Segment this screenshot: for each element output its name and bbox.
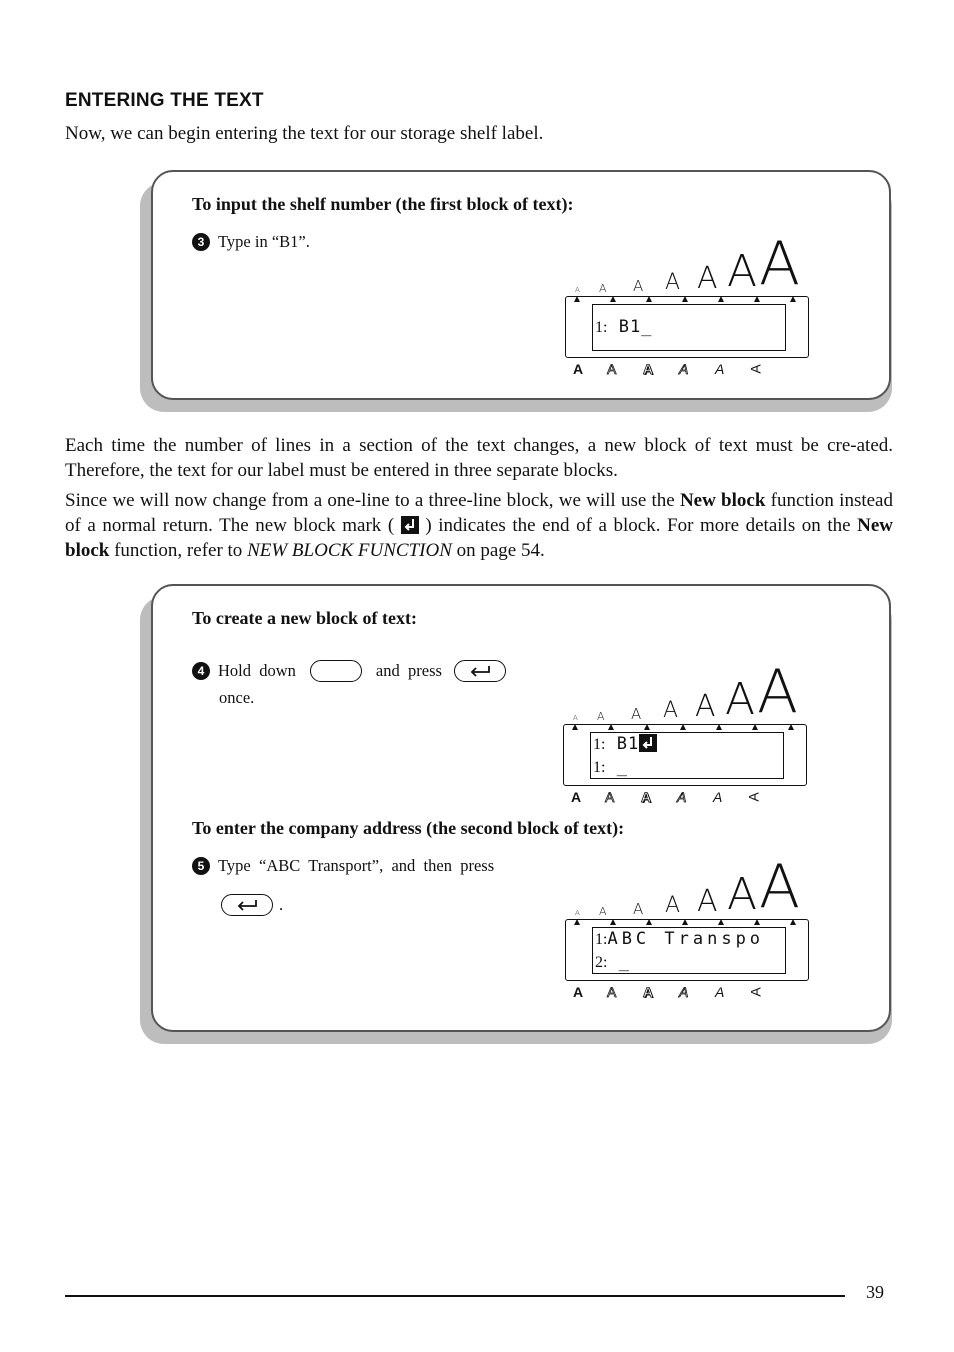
lcd-line-1: 1: B1_: [595, 317, 653, 337]
indicator-arrow-icon: [754, 919, 760, 925]
lcd-frame: [565, 919, 809, 981]
step5-text-a: Type “ABC Transport”, and then press: [218, 856, 495, 875]
step-text: Type in “B1”.: [218, 232, 310, 251]
style-indicator-glyph: A: [679, 984, 689, 1000]
lcd-display-3: [563, 852, 813, 1000]
indicator-arrow-icon: [574, 296, 580, 302]
intro-text: Now, we can begin entering the text for our storage shelf label.: [65, 123, 544, 144]
indicator-arrow-icon: [608, 724, 614, 730]
size-indicator-glyph: A: [599, 282, 607, 295]
lcd-line-2: 2: _: [595, 952, 630, 972]
new-block-mark-icon: [639, 734, 657, 752]
style-indicator-glyph: A: [713, 789, 723, 805]
lcd-frame: [563, 724, 807, 786]
indicator-arrow-icon: [790, 919, 796, 925]
box2-title-2: To enter the company address (the second block of text):: [192, 818, 625, 838]
lcd-screen: [592, 927, 786, 974]
style-indicator-glyph: A: [747, 364, 764, 374]
paragraph-2: Since we will now change from a one-line to a three-line block, we will use the New block function instead of a normal return. The new block mark ( ) indicates the end of a block. For more details on the New block function, refer to NEW BLOCK FUNCTION on page 54.: [65, 490, 894, 561]
lcd-screen: [592, 304, 786, 351]
indicator-arrow-icon: [682, 296, 688, 302]
lcd-display-1: [563, 229, 813, 377]
size-indicator-glyph: A: [633, 900, 644, 918]
box2-title: To create a new block of text:: [192, 608, 417, 628]
style-indicator-glyph: A: [643, 984, 654, 1000]
size-indicator-glyph: A: [599, 905, 607, 918]
indicator-arrow-icon: [610, 919, 616, 925]
size-indicator-glyph: A: [697, 884, 718, 919]
style-indicator-glyph: A: [747, 987, 764, 997]
size-indicators: [561, 657, 811, 727]
size-indicator-glyph: A: [665, 893, 681, 918]
style-indicator-glyph: A: [607, 361, 617, 377]
indicator-arrow-icon: [752, 724, 758, 730]
style-indicators: [563, 984, 813, 1002]
size-indicator-glyph: A: [597, 710, 605, 723]
lcd-line-2: 1: _: [593, 757, 628, 777]
indicator-arrow-icon: [790, 296, 796, 302]
enter-key-icon: [221, 894, 273, 916]
step4-text-a: Hold down: [218, 661, 296, 680]
indicator-arrow-icon: [716, 724, 722, 730]
box1-title: To input the shelf number (the first block of text):: [192, 194, 574, 214]
page-number: 39: [866, 1282, 884, 1302]
style-indicator-glyph: A: [643, 361, 654, 377]
size-indicator-glyph: A: [631, 705, 642, 723]
size-indicator-glyph: A: [697, 261, 718, 296]
indicator-arrow-icon: [680, 724, 686, 730]
indicator-arrow-icon: [754, 296, 760, 302]
step-number: 4: [192, 662, 210, 680]
indicator-arrow-icon: [644, 724, 650, 730]
size-indicator-glyph: A: [665, 270, 681, 295]
size-indicator-glyph: A: [575, 909, 580, 917]
indicator-arrow-icon: [682, 919, 688, 925]
step4-text-c: once.: [219, 688, 255, 707]
lcd-screen: [590, 732, 784, 779]
style-indicator-glyph: A: [677, 789, 687, 805]
indicator-arrow-icon: [646, 296, 652, 302]
size-indicator-glyph: A: [633, 277, 644, 295]
paragraph-1: Each time the number of lines in a section of the text changes, a new block of text must be cre-ated. Therefore, the text for our label must be entered in three separate blocks.: [65, 435, 893, 481]
size-indicator-glyph: A: [757, 657, 799, 727]
step-4: [192, 660, 506, 682]
indicator-arrow-icon: [610, 296, 616, 302]
style-indicator-glyph: A: [571, 789, 582, 805]
size-indicator-glyph: A: [725, 674, 756, 725]
step-5: [192, 856, 494, 876]
lcd-frame: [565, 296, 809, 358]
size-indicator-glyph: A: [695, 689, 716, 724]
code-key-icon: [310, 660, 362, 682]
style-indicator-glyph: A: [573, 361, 584, 377]
size-indicators: [563, 852, 813, 922]
style-indicators: [561, 789, 811, 807]
size-indicator-glyph: A: [759, 229, 801, 299]
step5-line2: [221, 894, 283, 916]
lcd-line-1: 1:ABC Transpo: [595, 929, 765, 949]
step4-text-b: and press: [375, 661, 442, 680]
size-indicator-glyph: A: [573, 714, 578, 722]
instruction-box-1: [151, 170, 891, 400]
indicator-arrow-icon: [646, 919, 652, 925]
indicator-arrow-icon: [574, 919, 580, 925]
size-indicator-glyph: A: [727, 246, 758, 297]
style-indicator-glyph: A: [679, 361, 689, 377]
indicator-arrow-icon: [718, 296, 724, 302]
indicator-arrow-icon: [572, 724, 578, 730]
new-block-mark-icon: [401, 516, 419, 534]
style-indicator-glyph: A: [715, 361, 725, 377]
enter-key-icon: [454, 660, 506, 682]
instruction-box-2: [151, 584, 891, 1032]
style-indicator-glyph: A: [573, 984, 584, 1000]
style-indicator-glyph: A: [641, 789, 652, 805]
style-indicator-glyph: A: [605, 789, 615, 805]
footer-rule: [65, 1295, 845, 1297]
section-title: ENTERING THE TEXT: [65, 90, 264, 111]
size-indicator-glyph: A: [663, 698, 679, 723]
size-indicators: [563, 229, 813, 299]
style-indicator-glyph: A: [607, 984, 617, 1000]
lcd-display-2: [561, 657, 811, 805]
step-number: 3: [192, 233, 210, 251]
step-number: 5: [192, 857, 210, 875]
step-3: [192, 232, 310, 252]
step5-text-b: .: [279, 895, 284, 914]
indicator-arrow-icon: [718, 919, 724, 925]
lcd-line-1: 1: B1: [593, 734, 657, 754]
size-indicator-glyph: A: [759, 852, 801, 922]
style-indicator-glyph: A: [745, 792, 762, 802]
style-indicator-glyph: A: [715, 984, 725, 1000]
size-indicator-glyph: A: [727, 869, 758, 920]
indicator-arrow-icon: [788, 724, 794, 730]
size-indicator-glyph: A: [575, 286, 580, 294]
style-indicators: [563, 361, 813, 379]
